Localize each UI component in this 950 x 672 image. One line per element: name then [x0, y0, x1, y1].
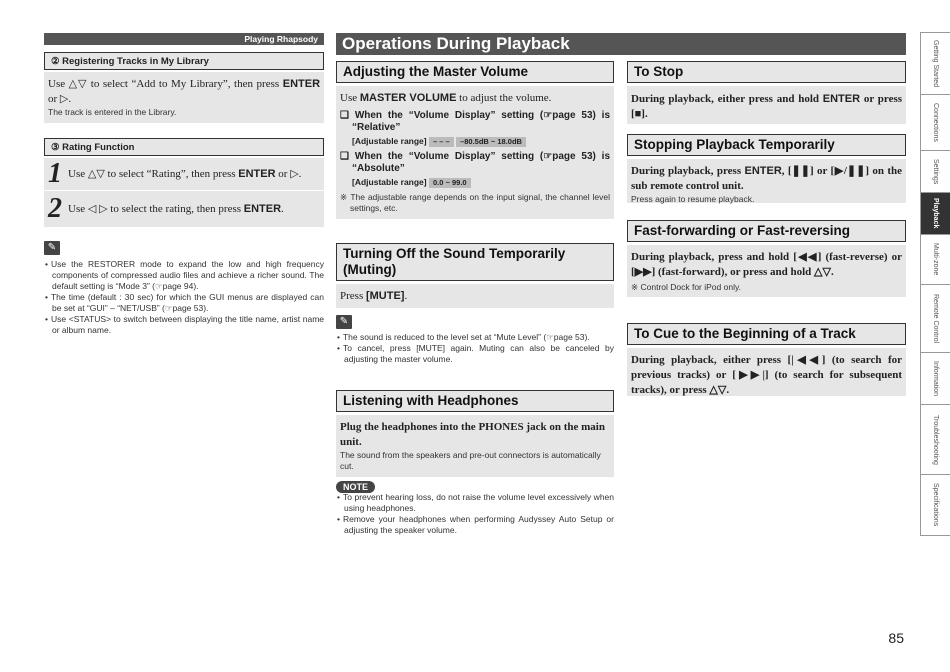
ffrew-section	[627, 220, 906, 297]
register-body	[44, 72, 324, 123]
range-chip: –80.5dB ~ 18.0dB	[456, 137, 526, 147]
note-item: • The time (default : 30 sec) for which the GUI menus are displayed can be set at “GUI” – “NET/USB” (☞page 53).	[44, 292, 324, 314]
range-row	[340, 136, 610, 147]
tab-specifications[interactable]: Specifications	[920, 474, 950, 536]
muting-text-b: .	[404, 290, 408, 302]
range-label: [Adjustable range]	[352, 136, 427, 146]
note-item: • Use <STATUS> to switch between displaying the title name, artist name or album name.	[44, 314, 324, 336]
mv-item1-text: When the “Volume Display” setting (☞page 53) is “Relative”	[352, 110, 610, 133]
register-section	[44, 52, 324, 123]
note-item: • The sound is reduced to the level set at “Mute Level” (☞page 53).	[336, 332, 614, 343]
mv-item2-text: When the “Volume Display” setting (☞page 53) is “Absolute”	[352, 150, 610, 174]
tab-getting-started[interactable]: Getting Started	[920, 32, 950, 94]
pause-sub: Press again to resume playback.	[631, 194, 755, 204]
tab-remote-control[interactable]: Remote Control	[920, 284, 950, 352]
mv-footnote: ※ The adjustable range depends on the input signal, the channel level settings, etc.	[340, 191, 610, 213]
mv-text-b: to adjust the volume.	[459, 92, 552, 104]
stop-text-b: or press [■].	[631, 93, 903, 120]
headphones-body	[336, 415, 614, 477]
note-label: NOTE	[336, 481, 375, 493]
pause-title: Stopping Playback Temporarily	[627, 134, 906, 156]
left-notes	[44, 259, 324, 336]
ffrew-text: During playback, press and hold [◀◀] (fast-reverse) or [▶▶] (fast-forward), or press and hold △▽.	[631, 251, 902, 278]
chapter-tabs	[920, 32, 950, 536]
headphones-text: Plug the headphones into the PHONES jack on the main unit.	[340, 421, 605, 448]
range-row	[340, 177, 610, 188]
rating-section	[44, 138, 324, 227]
range-label: [Adjustable range]	[352, 176, 427, 187]
headphones-section	[336, 390, 614, 477]
tab-troubleshooting[interactable]: Troubleshooting	[920, 404, 950, 474]
ffrew-sub: ※ Control Dock for iPod only.	[631, 282, 741, 292]
page-number: 85	[888, 630, 904, 646]
cue-body	[627, 348, 906, 396]
muting-notes	[336, 332, 614, 365]
step-2-text-a: Use ◁ ▷ to select the rating, then press	[68, 202, 242, 215]
checkbox-icon: ❑	[340, 110, 349, 121]
pause-section	[627, 134, 906, 203]
pencil-icon: ✎	[336, 315, 352, 329]
step-1-text-a: Use △▽ to select “Rating”, then press	[68, 167, 236, 180]
headphones-title: Listening with Headphones	[336, 390, 614, 412]
note-item: • To prevent hearing loss, do not raise the volume level excessively when using headphones.	[336, 492, 614, 514]
ffrew-title: Fast-forwarding or Fast-reversing	[627, 220, 906, 242]
muting-body	[336, 284, 614, 308]
rating-title: ③ Rating Function	[44, 138, 324, 156]
master-volume-key: MASTER VOLUME	[359, 92, 457, 104]
muting-title: Turning Off the Sound Temporarily (Muting)	[336, 243, 614, 281]
step-2-key: ENTER	[243, 202, 282, 215]
pause-text-b: , [❚❚] or [▶/❚❚] on the sub remote control unit.	[631, 165, 903, 192]
range-chip: 0.0 ~ 99.0	[429, 178, 471, 188]
step-1	[44, 158, 324, 190]
register-text-a: Use △▽ to select “Add to My Library”, then press	[48, 78, 280, 90]
master-volume-title: Adjusting the Master Volume	[336, 61, 614, 83]
headphones-notes	[336, 492, 614, 536]
pause-text-a: During playback, press	[631, 165, 742, 177]
master-volume-body	[336, 86, 614, 219]
page-title: Operations During Playback	[336, 33, 906, 55]
muting-text-a: Press	[340, 290, 364, 302]
stop-section	[627, 61, 906, 124]
note-item: • Remove your headphones when performing Audyssey Auto Setup or adjusting the speaker volume.	[336, 514, 614, 536]
step-2-text-b: .	[281, 202, 284, 215]
step-1-number: 1	[48, 158, 62, 189]
checkbox-item	[340, 110, 610, 134]
note-item: • Use the RESTORER mode to expand the low and high frequency components of compressed audio files and achieve a richer sound. The default setting is “Mode 3” (☞page 94).	[44, 259, 324, 292]
master-volume-section	[336, 61, 614, 219]
mute-key: [MUTE]	[365, 290, 405, 302]
ffrew-body	[627, 245, 906, 297]
register-text-b: or ▷.	[48, 93, 72, 105]
headphones-sub: The sound from the speakers and pre-out connectors is automatically cut.	[340, 450, 601, 471]
stop-title: To Stop	[627, 61, 906, 83]
pencil-icon: ✎	[44, 241, 60, 255]
mv-text-a: Use	[340, 92, 358, 104]
step-1-key: ENTER	[238, 167, 276, 180]
checkbox-item	[340, 151, 610, 175]
muting-section	[336, 243, 614, 308]
stop-text-a: During playback, either press and hold	[631, 93, 820, 105]
step-1-text-b: or ▷.	[278, 167, 302, 180]
enter-key-label: ENTER	[744, 165, 782, 177]
tab-information[interactable]: Information	[920, 352, 950, 404]
tab-connections[interactable]: Connections	[920, 94, 950, 150]
step-2-number: 2	[48, 193, 62, 224]
range-chip: – – –	[429, 137, 454, 147]
step-2	[44, 191, 324, 227]
tab-settings[interactable]: Settings	[920, 150, 950, 192]
pause-body	[627, 159, 906, 203]
section-header-strip: Playing Rhapsody	[44, 33, 324, 45]
stop-body	[627, 86, 906, 124]
cue-section	[627, 323, 906, 396]
tab-playback[interactable]: Playback	[920, 192, 950, 234]
enter-key-label: ENTER	[822, 93, 861, 105]
checkbox-icon: ❑	[340, 150, 349, 162]
cue-text: During playback, either press [|◀◀] (to search for previous tracks) or [▶▶|] (to search for subsequent tracks), or press △▽.	[631, 354, 902, 396]
enter-key-label: ENTER	[282, 78, 321, 90]
register-note: The track is entered in the Library.	[48, 107, 177, 117]
register-title: ② Registering Tracks in My Library	[44, 52, 324, 70]
note-item: • To cancel, press [MUTE] again. Muting can also be canceled by adjusting the master volume.	[336, 343, 614, 365]
tab-multi-zone[interactable]: Multi-zone	[920, 234, 950, 284]
cue-title: To Cue to the Beginning of a Track	[627, 323, 906, 345]
